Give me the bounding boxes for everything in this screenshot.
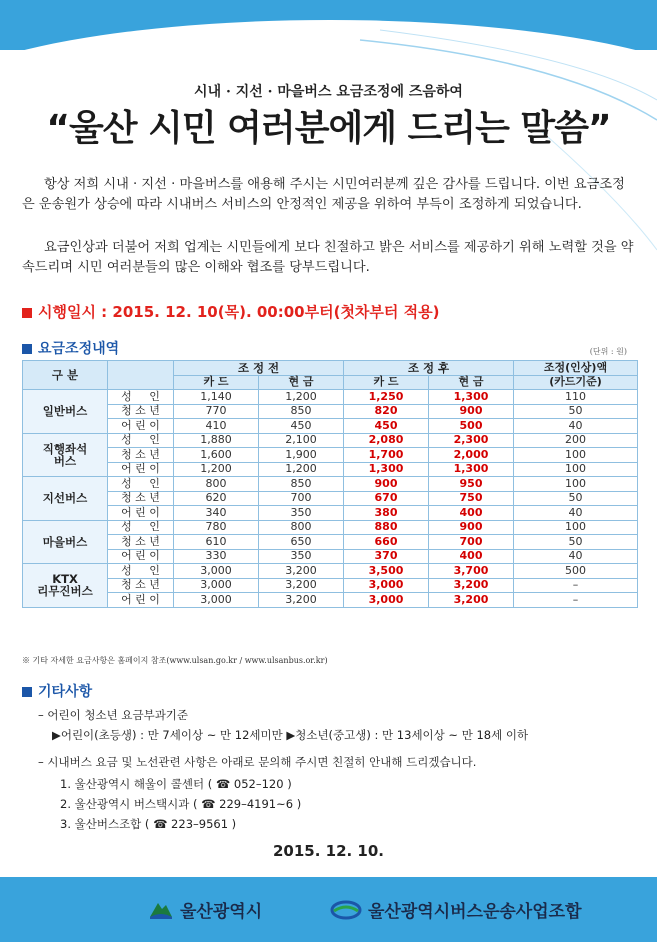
square-bullet-icon [22, 344, 32, 354]
passenger-type-cell: 성 인 [108, 520, 174, 535]
contact-item: 1. 울산광역시 해울이 콜센터 ( ☎ 052–120 ) [60, 777, 292, 791]
card-after-cell: 2,080 [344, 433, 429, 448]
cash-after-cell: 500 [429, 419, 514, 434]
fare-footnote: ※ 기타 자세한 요금사항은 홈페이지 참조(www.ulsan.go.kr / www.ulsanbus.or.kr) [22, 656, 328, 665]
cash-before-cell: 700 [259, 491, 344, 506]
cash-before-cell: 1,900 [259, 448, 344, 463]
card-after-cell: 880 [344, 520, 429, 535]
cash-before-cell: 3,200 [259, 564, 344, 579]
cash-before-header: 현 금 [259, 375, 344, 390]
ulsan-city-logo [148, 897, 262, 922]
fare-section-label: 요금조정내역 [38, 341, 120, 357]
table-row [23, 448, 638, 463]
table-row [23, 404, 638, 419]
diff-cell: 50 [514, 491, 638, 506]
category-header: 구 분 [23, 361, 108, 390]
bus-category-cell [23, 520, 108, 564]
etc-section-label: 기타사항 [38, 684, 93, 700]
card-after-cell: 3,500 [344, 564, 429, 579]
card-after-header: 카 드 [344, 375, 429, 390]
passenger-type-cell: 청 소 년 [108, 448, 174, 463]
card-before-cell: 610 [174, 535, 259, 550]
cash-after-cell: 3,200 [429, 593, 514, 608]
passenger-type-cell: 성 인 [108, 390, 174, 405]
passenger-type-cell: 어 린 이 [108, 593, 174, 608]
poster-subtitle: 시내 · 지선 · 마을버스 요금조정에 즈음하여 [194, 84, 463, 100]
bus-category-cell [23, 564, 108, 608]
cash-after-cell: 950 [429, 477, 514, 492]
card-after-cell: 450 [344, 419, 429, 434]
cash-after-cell: 900 [429, 404, 514, 419]
card-before-cell: 3,000 [174, 593, 259, 608]
square-bullet-icon [22, 308, 32, 318]
ulsan-city-logo-text: 울산광역시 [180, 902, 263, 922]
etc-section-title [22, 681, 92, 701]
contact-item: 2. 울산광역시 버스택시과 ( ☎ 229–4191~6 ) [60, 797, 302, 811]
cash-after-cell: 700 [429, 535, 514, 550]
square-bullet-icon [22, 687, 32, 697]
passenger-type-cell: 어 린 이 [108, 549, 174, 564]
cash-before-cell: 450 [259, 419, 344, 434]
ulsan-emblem-icon [148, 899, 174, 921]
diff-cell: 100 [514, 477, 638, 492]
diff-cell: 50 [514, 404, 638, 419]
card-after-cell: 380 [344, 506, 429, 521]
card-after-cell: 3,000 [344, 578, 429, 593]
bus-category-name: KTX [52, 572, 78, 587]
card-before-cell: 1,200 [174, 462, 259, 477]
cash-before-cell: 850 [259, 477, 344, 492]
poster-title: “울산 시민 여러분에게 드리는 말씀” [46, 108, 611, 149]
table-row [23, 578, 638, 593]
fare-section-title [22, 338, 119, 358]
table-row [23, 419, 638, 434]
card-before-cell: 3,000 [174, 564, 259, 579]
cash-after-cell: 1,300 [429, 390, 514, 405]
cash-before-cell: 850 [259, 404, 344, 419]
cash-before-cell: 2,100 [259, 433, 344, 448]
bus-category-name-line2: 버스 [53, 453, 77, 468]
passenger-type-cell: 성 인 [108, 477, 174, 492]
diff-cell: 40 [514, 506, 638, 521]
intro-paragraph-2: 요금인상과 더불어 저희 업계는 시민들에게 보다 친절하고 밝은 서비스를 제공하기 위해 노력할 것을 약속드리며 시민 여러분들의 많은 이해와 협조를 당부드립니다. [22, 240, 634, 275]
table-row [23, 535, 638, 550]
cash-before-cell: 1,200 [259, 390, 344, 405]
bus-category-name-line2: 리무진버스 [37, 584, 93, 599]
bus-category-cell [23, 433, 108, 477]
card-before-header: 카 드 [174, 375, 259, 390]
card-after-cell: 1,250 [344, 390, 429, 405]
card-before-cell: 3,000 [174, 578, 259, 593]
passenger-type-cell: 성 인 [108, 433, 174, 448]
child-criteria-line: ▶어린이(초등생) : 만 7세이상 ~ 만 12세미만 ▶청소년(중고생) : 만 13세이상 ~ 만 18세 이하 [52, 728, 529, 742]
card-before-cell: 1,140 [174, 390, 259, 405]
diff-cell: 50 [514, 535, 638, 550]
cash-after-cell: 3,200 [429, 578, 514, 593]
after-header: 조 정 후 [344, 361, 514, 376]
cash-before-cell: 650 [259, 535, 344, 550]
diff-header: 조정(인상)액 [514, 361, 638, 376]
bus-category-cell [23, 390, 108, 434]
table-row [23, 491, 638, 506]
card-after-cell: 3,000 [344, 593, 429, 608]
table-row [23, 477, 638, 492]
diff-sub-header: (카드기준) [514, 375, 638, 390]
bus-category-name: 일반버스 [42, 404, 88, 419]
diff-cell: – [514, 578, 638, 593]
card-before-cell: 780 [174, 520, 259, 535]
diff-cell: 110 [514, 390, 638, 405]
card-after-cell: 1,300 [344, 462, 429, 477]
card-before-cell: 410 [174, 419, 259, 434]
before-header: 조 정 전 [174, 361, 344, 376]
passenger-type-cell: 청 소 년 [108, 404, 174, 419]
bus-union-logo [330, 897, 582, 922]
diff-cell: 500 [514, 564, 638, 579]
contact-item: 3. 울산버스조합 ( ☎ 223–9561 ) [60, 817, 237, 831]
card-after-cell: 660 [344, 535, 429, 550]
cash-before-cell: 1,200 [259, 462, 344, 477]
card-after-cell: 670 [344, 491, 429, 506]
bus-category-name: 마을버스 [42, 534, 88, 549]
diff-cell: – [514, 593, 638, 608]
cash-after-cell: 1,300 [429, 462, 514, 477]
bus-union-logo-text: 울산광역시버스운송사업조합 [368, 902, 582, 922]
card-after-cell: 370 [344, 549, 429, 564]
cash-after-cell: 750 [429, 491, 514, 506]
card-after-cell: 1,700 [344, 448, 429, 463]
card-before-cell: 620 [174, 491, 259, 506]
diff-cell: 200 [514, 433, 638, 448]
table-row [23, 593, 638, 608]
bus-category-cell [23, 477, 108, 521]
diff-cell: 40 [514, 419, 638, 434]
card-before-cell: 1,600 [174, 448, 259, 463]
cash-before-cell: 800 [259, 520, 344, 535]
diff-cell: 40 [514, 549, 638, 564]
card-before-cell: 770 [174, 404, 259, 419]
diff-cell: 100 [514, 462, 638, 477]
passenger-type-cell: 청 소 년 [108, 535, 174, 550]
table-row [23, 433, 638, 448]
bus-category-name: 직행좌석 [42, 441, 88, 456]
cash-after-cell: 400 [429, 549, 514, 564]
effective-date-notice [22, 301, 439, 322]
cash-before-cell: 3,200 [259, 593, 344, 608]
passenger-type-cell: 어 린 이 [108, 419, 174, 434]
inquiry-text: – 시내버스 요금 및 노선관련 사항은 아래로 문의해 주시면 친절히 안내해 드리겠습니다. [38, 755, 477, 769]
passenger-type-cell: 어 린 이 [108, 462, 174, 477]
cash-after-cell: 900 [429, 520, 514, 535]
cash-before-cell: 350 [259, 506, 344, 521]
fare-table [22, 360, 638, 608]
child-criteria-title: – 어린이 청소년 요금부과기준 [38, 708, 189, 722]
table-row [23, 564, 638, 579]
unit-label: (단위 : 원) [589, 347, 627, 356]
card-before-cell: 330 [174, 549, 259, 564]
effective-date-text: 시행일시 : 2015. 12. 10(목). 00:00부터(첫차부터 적용) [38, 303, 440, 321]
table-row [23, 462, 638, 477]
cash-after-cell: 2,000 [429, 448, 514, 463]
cash-before-cell: 3,200 [259, 578, 344, 593]
diff-cell: 100 [514, 448, 638, 463]
cash-after-cell: 3,700 [429, 564, 514, 579]
cash-before-cell: 350 [259, 549, 344, 564]
card-after-cell: 820 [344, 404, 429, 419]
bus-category-name: 지선버스 [42, 491, 88, 506]
table-row [23, 520, 638, 535]
cash-after-cell: 2,300 [429, 433, 514, 448]
bus-union-emblem-icon [330, 899, 362, 921]
cash-after-header: 현 금 [429, 375, 514, 390]
table-row [23, 549, 638, 564]
passenger-type-cell: 청 소 년 [108, 491, 174, 506]
passenger-type-cell: 청 소 년 [108, 578, 174, 593]
issue-date: 2015. 12. 10. [272, 842, 385, 860]
type-header [108, 361, 174, 390]
passenger-type-cell: 어 린 이 [108, 506, 174, 521]
table-row [23, 390, 638, 405]
intro-paragraph-1: 항상 저희 시내 · 지선 · 마을버스를 애용해 주시는 시민여러분께 깊은 감사를 드립니다. 이번 요금조정은 운송원가 상승에 따라 시내버스 서비스의 안정적인 제공을 위하여 부득이 조정하게 되었습니다. [22, 177, 625, 212]
card-after-cell: 900 [344, 477, 429, 492]
passenger-type-cell: 성 인 [108, 564, 174, 579]
card-before-cell: 800 [174, 477, 259, 492]
table-row [23, 506, 638, 521]
card-before-cell: 340 [174, 506, 259, 521]
card-before-cell: 1,880 [174, 433, 259, 448]
diff-cell: 100 [514, 520, 638, 535]
cash-after-cell: 400 [429, 506, 514, 521]
